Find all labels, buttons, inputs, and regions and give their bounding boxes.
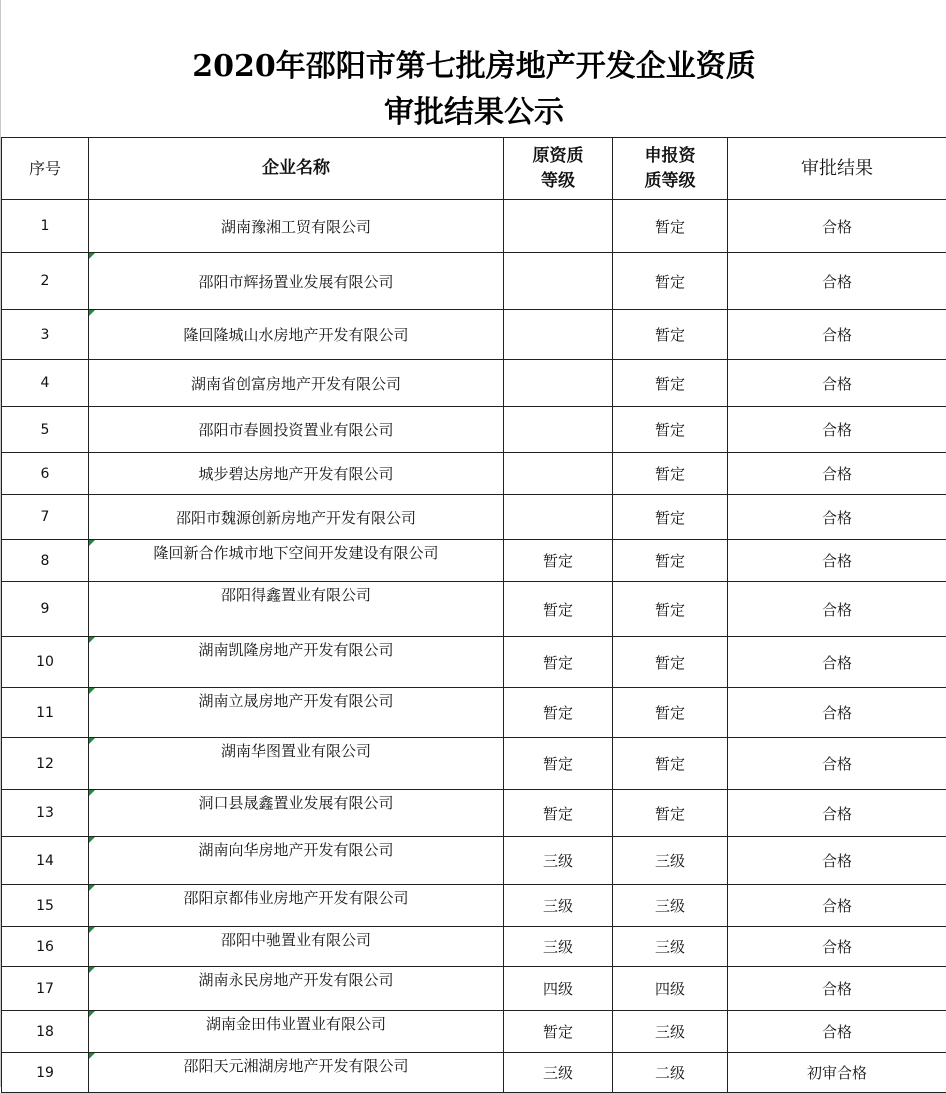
cell-company-name[interactable]: 洞口县晟鑫置业发展有限公司	[89, 790, 504, 837]
cell-seq[interactable]: 3	[2, 310, 89, 360]
cell-apply-grade[interactable]: 暂定	[613, 360, 728, 407]
cell-company-name[interactable]: 隆回新合作城市地下空间开发建设有限公司	[89, 540, 504, 582]
header-orig-grade[interactable]	[504, 138, 613, 200]
cell-result[interactable]: 合格	[728, 885, 946, 927]
table-row	[2, 540, 946, 582]
cell-result[interactable]: 合格	[728, 582, 946, 637]
cell-seq[interactable]: 13	[2, 790, 89, 837]
header-orig-line1: 原资质	[533, 146, 584, 166]
table-row	[2, 1011, 946, 1053]
cell-apply-grade[interactable]: 二级	[613, 1053, 728, 1093]
cell-seq[interactable]: 10	[2, 637, 89, 688]
cell-company-name[interactable]: 湖南金田伟业置业有限公司	[89, 1011, 504, 1053]
table-row	[2, 310, 946, 360]
cell-orig-grade[interactable]	[504, 495, 613, 540]
cell-result[interactable]: 合格	[728, 453, 946, 495]
cell-apply-grade[interactable]: 暂定	[613, 407, 728, 453]
cell-result[interactable]: 合格	[728, 253, 946, 310]
cell-seq[interactable]: 12	[2, 738, 89, 790]
cell-seq[interactable]: 17	[2, 967, 89, 1011]
cell-result[interactable]: 合格	[728, 688, 946, 738]
title-line-1: 2020年邵阳市第七批房地产开发企业资质	[1, 44, 946, 90]
cell-apply-grade[interactable]: 三级	[613, 885, 728, 927]
cell-apply-grade[interactable]: 四级	[613, 967, 728, 1011]
cell-result[interactable]: 合格	[728, 540, 946, 582]
cell-company-name[interactable]: 湖南永民房地产开发有限公司	[89, 967, 504, 1011]
header-apply-grade[interactable]	[613, 138, 728, 200]
cell-orig-grade[interactable]: 暂定	[504, 1011, 613, 1053]
cell-result[interactable]: 合格	[728, 1011, 946, 1053]
cell-result[interactable]: 合格	[728, 837, 946, 885]
cell-company-name[interactable]: 湖南华图置业有限公司	[89, 738, 504, 790]
cell-orig-grade[interactable]: 三级	[504, 927, 613, 967]
cell-orig-grade[interactable]: 三级	[504, 1053, 613, 1093]
cell-seq[interactable]: 4	[2, 360, 89, 407]
cell-orig-grade[interactable]	[504, 253, 613, 310]
cell-orig-grade[interactable]: 暂定	[504, 738, 613, 790]
table-row	[2, 360, 946, 407]
cell-company-name[interactable]: 邵阳市春圆投资置业有限公司	[89, 407, 504, 453]
title-line-2: 审批结果公示	[1, 90, 946, 136]
cell-result[interactable]: 合格	[728, 927, 946, 967]
cell-orig-grade[interactable]	[504, 360, 613, 407]
header-seq[interactable]: 序号	[2, 138, 89, 200]
cell-result[interactable]: 合格	[728, 738, 946, 790]
cell-company-name[interactable]: 邵阳市魏源创新房地产开发有限公司	[89, 495, 504, 540]
cell-company-name[interactable]: 邵阳天元湘湖房地产开发有限公司	[89, 1053, 504, 1093]
cell-company-name[interactable]: 湖南豫湘工贸有限公司	[89, 200, 504, 253]
cell-orig-grade[interactable]	[504, 453, 613, 495]
cell-orig-grade[interactable]: 暂定	[504, 540, 613, 582]
cell-company-name[interactable]: 湖南立晟房地产开发有限公司	[89, 688, 504, 738]
table-row	[2, 885, 946, 927]
table-row	[2, 688, 946, 738]
cell-apply-grade[interactable]: 暂定	[613, 310, 728, 360]
table-row	[2, 453, 946, 495]
table-row	[2, 407, 946, 453]
cell-apply-grade[interactable]: 暂定	[613, 453, 728, 495]
header-apply-line1: 申报资	[645, 146, 696, 166]
cell-seq[interactable]: 11	[2, 688, 89, 738]
cell-seq[interactable]: 5	[2, 407, 89, 453]
cell-seq[interactable]: 6	[2, 453, 89, 495]
cell-company-name[interactable]: 湖南凯隆房地产开发有限公司	[89, 637, 504, 688]
cell-orig-grade[interactable]	[504, 310, 613, 360]
cell-orig-grade[interactable]: 三级	[504, 837, 613, 885]
table-row	[2, 967, 946, 1011]
cell-apply-grade[interactable]: 暂定	[613, 738, 728, 790]
cell-seq[interactable]: 8	[2, 540, 89, 582]
cell-company-name[interactable]: 邵阳中驰置业有限公司	[89, 927, 504, 967]
cell-seq[interactable]: 2	[2, 253, 89, 310]
cell-result[interactable]: 合格	[728, 407, 946, 453]
cell-apply-grade[interactable]: 暂定	[613, 200, 728, 253]
header-name[interactable]: 企业名称	[89, 138, 504, 200]
cell-apply-grade[interactable]: 暂定	[613, 582, 728, 637]
cell-orig-grade[interactable]: 暂定	[504, 637, 613, 688]
cell-orig-grade[interactable]: 暂定	[504, 688, 613, 738]
cell-orig-grade[interactable]: 暂定	[504, 790, 613, 837]
cell-apply-grade[interactable]: 暂定	[613, 790, 728, 837]
results-body	[2, 200, 946, 1093]
page-title	[1, 44, 946, 136]
cell-company-name[interactable]: 湖南向华房地产开发有限公司	[89, 837, 504, 885]
table-row	[2, 837, 946, 885]
cell-apply-grade[interactable]: 三级	[613, 927, 728, 967]
cell-orig-grade[interactable]	[504, 200, 613, 253]
cell-result[interactable]: 合格	[728, 495, 946, 540]
cell-result[interactable]: 合格	[728, 200, 946, 253]
cell-orig-grade[interactable]: 暂定	[504, 582, 613, 637]
cell-orig-grade[interactable]: 三级	[504, 885, 613, 927]
cell-company-name[interactable]: 湖南省创富房地产开发有限公司	[89, 360, 504, 407]
cell-seq[interactable]: 1	[2, 200, 89, 253]
table-row	[2, 253, 946, 310]
cell-result[interactable]: 合格	[728, 790, 946, 837]
table-row	[2, 582, 946, 637]
cell-result[interactable]: 合格	[728, 967, 946, 1011]
table-row	[2, 637, 946, 688]
cell-seq[interactable]: 15	[2, 885, 89, 927]
cell-seq[interactable]: 18	[2, 1011, 89, 1053]
header-row	[2, 138, 946, 200]
header-result[interactable]: 审批结果	[728, 138, 946, 200]
cell-seq[interactable]: 16	[2, 927, 89, 967]
cell-seq[interactable]: 9	[2, 582, 89, 637]
cell-seq[interactable]: 7	[2, 495, 89, 540]
cell-company-name[interactable]: 邵阳市辉扬置业发展有限公司	[89, 253, 504, 310]
cell-apply-grade[interactable]: 暂定	[613, 688, 728, 738]
cell-company-name[interactable]: 邵阳京都伟业房地产开发有限公司	[89, 885, 504, 927]
cell-result[interactable]: 合格	[728, 637, 946, 688]
results-table	[1, 137, 946, 1093]
cell-company-name[interactable]: 隆回隆城山水房地产开发有限公司	[89, 310, 504, 360]
cell-apply-grade[interactable]: 暂定	[613, 540, 728, 582]
cell-apply-grade[interactable]: 暂定	[613, 495, 728, 540]
cell-apply-grade[interactable]: 暂定	[613, 637, 728, 688]
header-apply-line2: 质等级	[645, 171, 696, 191]
cell-apply-grade[interactable]: 暂定	[613, 253, 728, 310]
cell-result[interactable]: 合格	[728, 310, 946, 360]
table-row	[2, 200, 946, 253]
table-row	[2, 495, 946, 540]
cell-company-name[interactable]: 城步碧达房地产开发有限公司	[89, 453, 504, 495]
cell-seq[interactable]: 19	[2, 1053, 89, 1093]
cell-orig-grade[interactable]: 四级	[504, 967, 613, 1011]
table-row	[2, 738, 946, 790]
cell-apply-grade[interactable]: 三级	[613, 1011, 728, 1053]
cell-orig-grade[interactable]	[504, 407, 613, 453]
cell-seq[interactable]: 14	[2, 837, 89, 885]
table-row	[2, 790, 946, 837]
cell-result[interactable]: 合格	[728, 360, 946, 407]
cell-apply-grade[interactable]: 三级	[613, 837, 728, 885]
cell-result[interactable]: 初审合格	[728, 1053, 946, 1093]
cell-company-name[interactable]: 邵阳得鑫置业有限公司	[89, 582, 504, 637]
header-orig-line2: 等级	[541, 171, 575, 191]
table-row	[2, 927, 946, 967]
